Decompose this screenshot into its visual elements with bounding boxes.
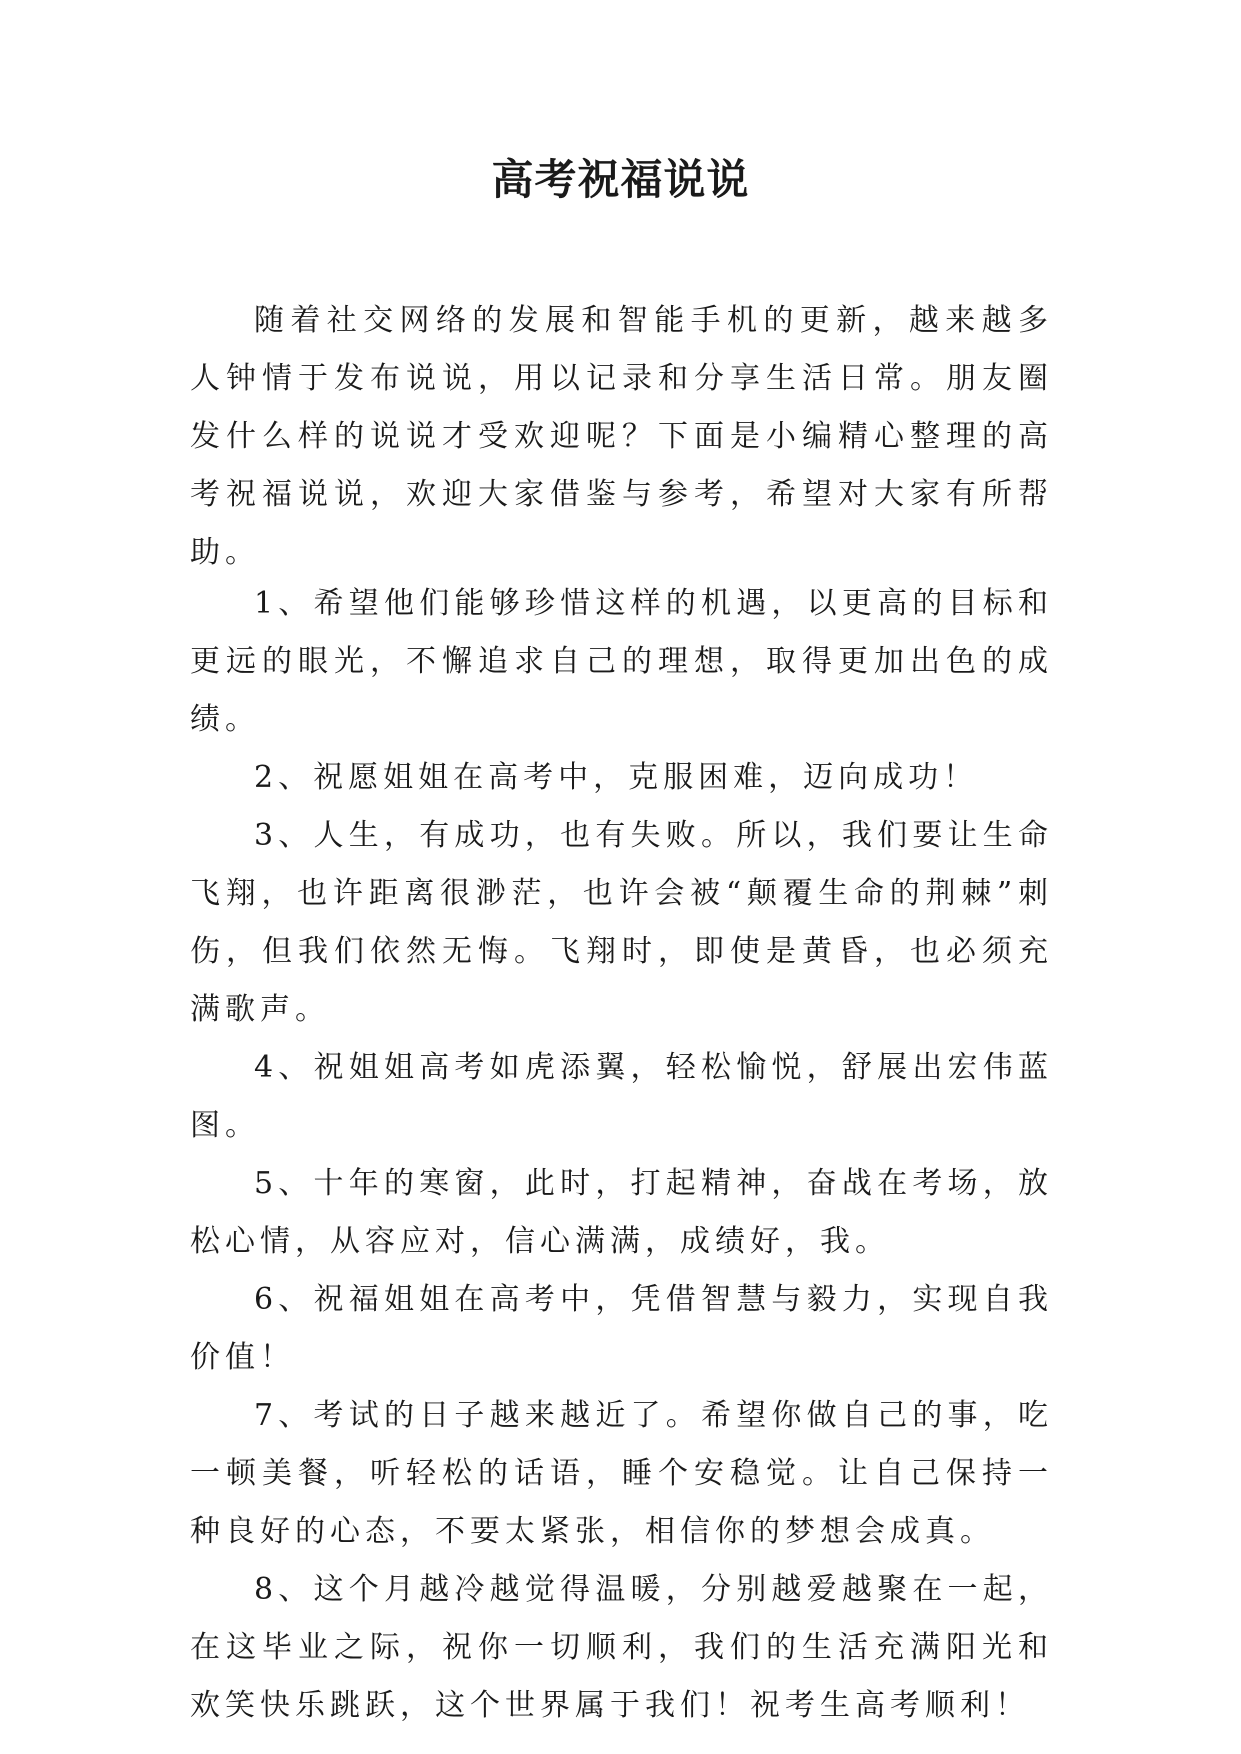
blessing-item-5: 5、十年的寒窗，此时，打起精神，奋战在考场，放松心情，从容应对，信心满满，成绩好，我。 [190, 1166, 1053, 1259]
blessing-item-8: 8、这个月越冷越觉得温暖，分别越爱越聚在一起，在这毕业之际，祝你一切顺利，我们的生活充满阳光和欢笑快乐跳跃，这个世界属于我们！祝考生高考顺利！ [190, 1572, 1053, 1723]
blessing-item-4: 4、祝姐姐高考如虎添翼，轻松愉悦，舒展出宏伟蓝图。 [190, 1050, 1053, 1143]
blessing-list [190, 575, 1053, 1735]
intro-paragraph: 随着社交网络的发展和智能手机的更新，越来越多人钟情于发布说说，用以记录和分享生活日常。朋友圈发什么样的说说才受欢迎呢？下面是小编精心整理的高考祝福说说，欢迎大家借鉴与参考，希望对大家有所帮助。 [190, 303, 1053, 570]
document-title: 高考祝福说说 [491, 155, 750, 204]
blessing-item-2: 2、祝愿姐姐在高考中，克服困难，迈向成功！ [254, 760, 979, 795]
blessing-item-7: 7、考试的日子越来越近了。希望你做自己的事，吃一顿美餐，听轻松的话语，睡个安稳觉。让自己保持一种良好的心态，不要太紧张，相信你的梦想会成真。 [190, 1398, 1053, 1549]
blessing-item-3: 3、人生，有成功，也有失败。所以，我们要让生命飞翔，也许距离很渺茫，也许会被“颠覆生命的荆棘”刺伤，但我们依然无悔。飞翔时，即使是黄昏，也必须充满歌声。 [190, 818, 1053, 1027]
blessing-item-1: 1、希望他们能够珍惜这样的机遇，以更高的目标和更远的眼光，不懈追求自己的理想，取得更加出色的成绩。 [190, 586, 1053, 737]
blessing-item-6: 6、祝福姐姐在高考中，凭借智慧与毅力，实现自我价值！ [190, 1282, 1053, 1375]
